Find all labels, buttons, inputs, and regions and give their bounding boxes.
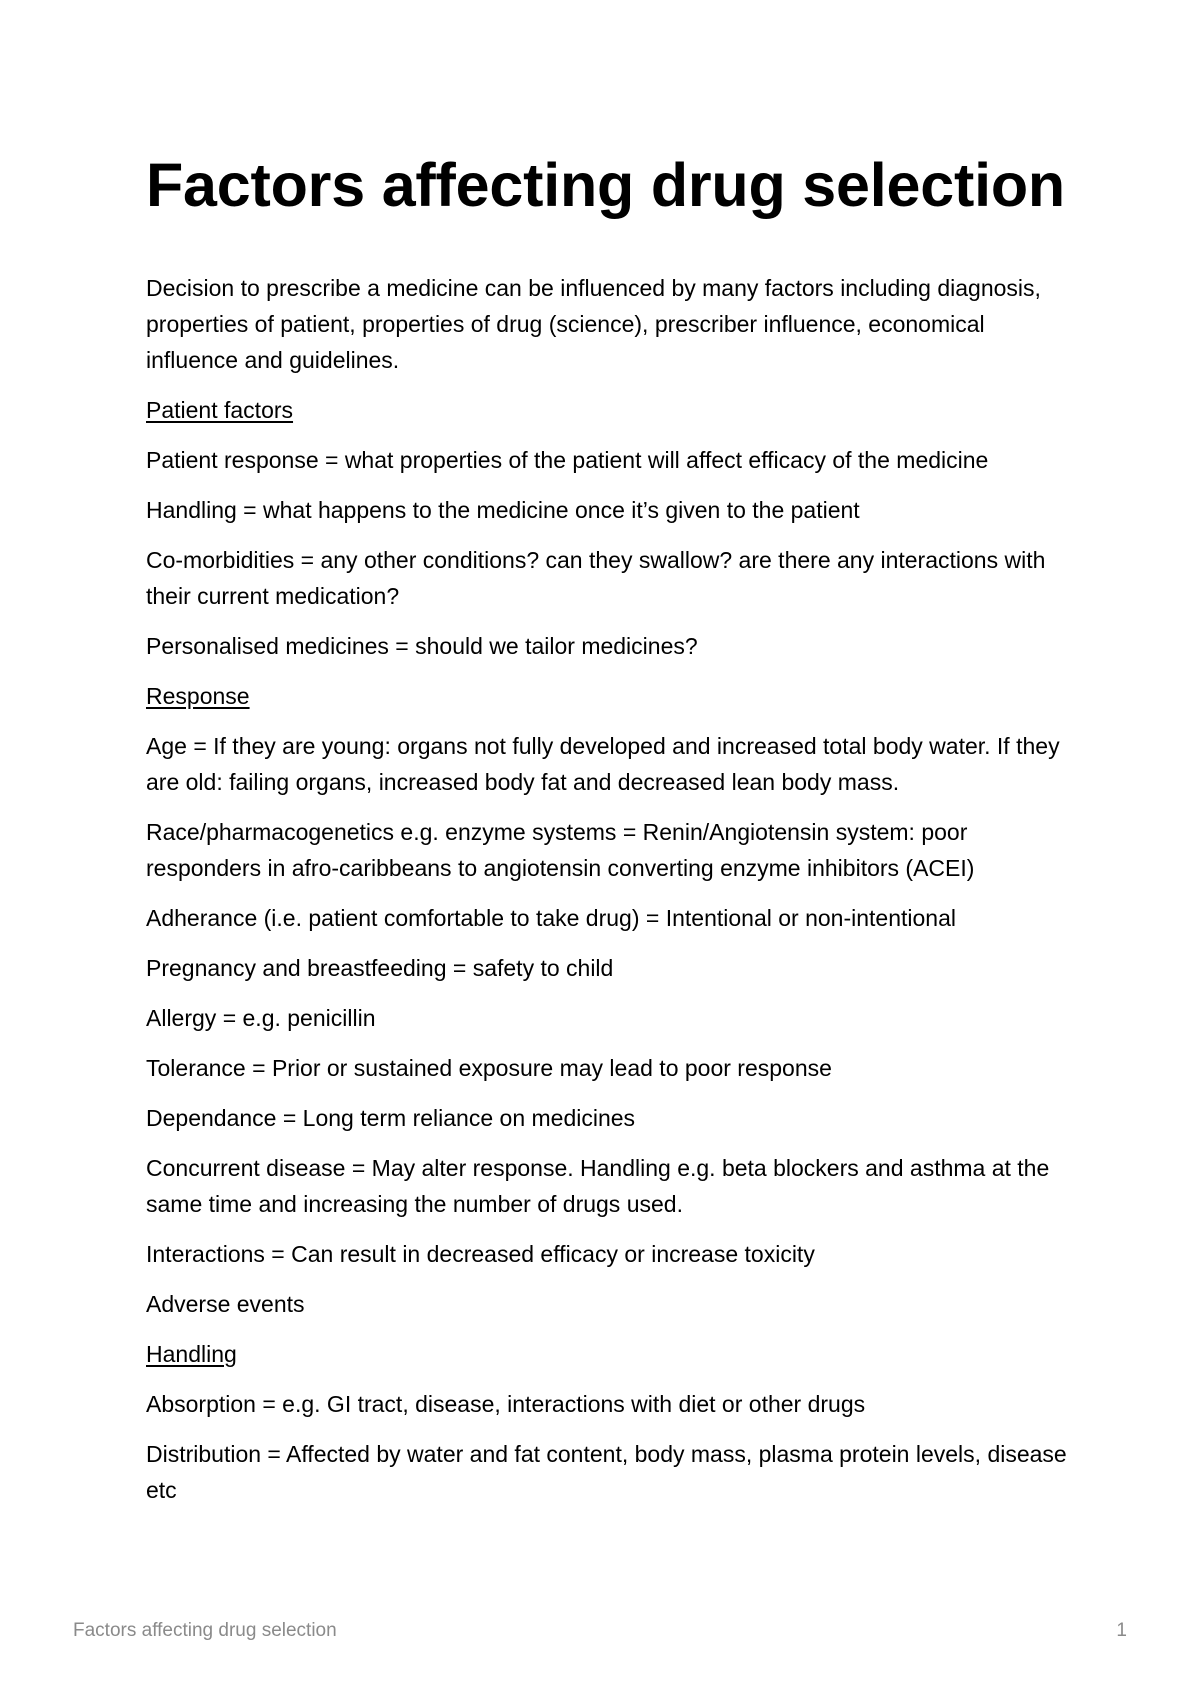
intro-paragraph: Decision to prescribe a medicine can be influenced by many factors including diagnosis, properties of patient, properties of drug (science), prescriber influence, economical influence and guidelines. bbox=[146, 275, 1041, 374]
paragraph-allergy: Allergy = e.g. penicillin bbox=[146, 1005, 376, 1032]
paragraph-race-pharmacogenetics: Race/pharmacogenetics e.g. enzyme systems = Renin/Angiotensin system: poor responders in afro-caribbeans to angiotensin converting enzyme inhibitors (ACEI) bbox=[146, 819, 975, 882]
paragraph-dependance: Dependance = Long term reliance on medicines bbox=[146, 1105, 636, 1132]
section-heading-response: Response bbox=[146, 683, 250, 710]
paragraph-interactions: Interactions = Can result in decreased efficacy or increase toxicity bbox=[146, 1241, 815, 1268]
footer-page-number: 1 bbox=[1116, 1620, 1127, 1641]
section-heading-handling: Handling bbox=[146, 1341, 237, 1368]
paragraph-distribution: Distribution = Affected by water and fat content, body mass, plasma protein levels, disease etc bbox=[146, 1441, 1067, 1504]
paragraph-handling: Handling = what happens to the medicine once it’s given to the patient bbox=[146, 497, 860, 524]
section-heading-patient-factors: Patient factors bbox=[146, 397, 294, 424]
paragraph-pregnancy: Pregnancy and breastfeeding = safety to child bbox=[146, 955, 614, 982]
paragraph-tolerance: Tolerance = Prior or sustained exposure may lead to poor response bbox=[146, 1055, 832, 1082]
document-body bbox=[146, 150, 1076, 1522]
paragraph-adherance: Adherance (i.e. patient comfortable to take drug) = Intentional or non-intentional bbox=[146, 905, 956, 932]
paragraph-co-morbidities: Co-morbidities = any other conditions? can they swallow? are there any interactions with their current medication? bbox=[146, 547, 1046, 610]
document-title: Factors affecting drug selection bbox=[146, 151, 1065, 219]
paragraph-age: Age = If they are young: organs not fully developed and increased total body water. If they are old: failing organs, increased body fat and decreased lean body mass. bbox=[146, 733, 1060, 796]
paragraph-concurrent-disease: Concurrent disease = May alter response. Handling e.g. beta blockers and asthma at the same time and increasing the number of drugs used. bbox=[146, 1155, 1050, 1218]
paragraph-adverse-events: Adverse events bbox=[146, 1291, 305, 1318]
footer-document-title: Factors affecting drug selection bbox=[73, 1620, 337, 1641]
paragraph-patient-response: Patient response = what properties of the patient will affect efficacy of the medicine bbox=[146, 447, 989, 474]
paragraph-absorption: Absorption = e.g. GI tract, disease, interactions with diet or other drugs bbox=[146, 1391, 866, 1418]
paragraph-personalised-medicines: Personalised medicines = should we tailor medicines? bbox=[146, 633, 698, 660]
